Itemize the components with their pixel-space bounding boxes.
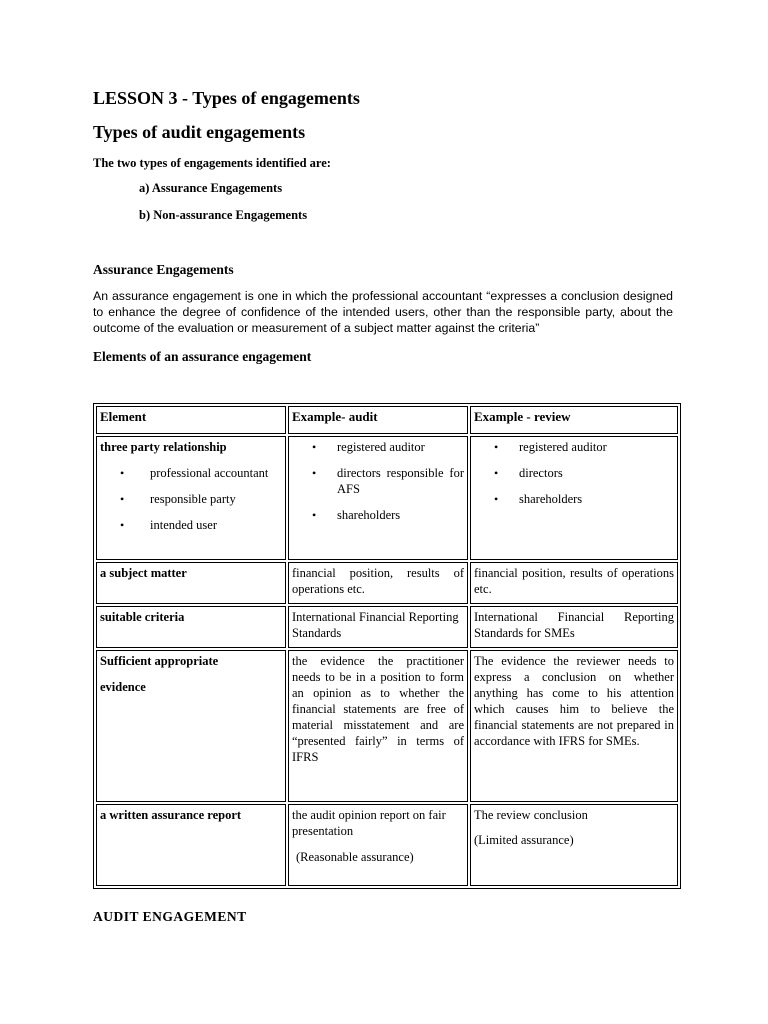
cell-note: (Limited assurance) xyxy=(474,833,574,847)
element-cell: a subject matter xyxy=(96,562,286,604)
element-cell xyxy=(96,650,286,802)
audit-cell: International Financial Reporting Standards xyxy=(288,606,468,648)
review-cell: financial position, results of operations etc. xyxy=(470,562,678,604)
list-item: • professional accountant xyxy=(150,465,282,481)
section-title: Types of audit engagements xyxy=(93,122,306,142)
review-bullet-list xyxy=(474,439,674,507)
table-row xyxy=(96,804,678,886)
list-item: a) Assurance Engagements xyxy=(139,181,283,195)
list-item: • shareholders xyxy=(519,491,674,507)
element-bullet-list xyxy=(100,465,282,533)
element-cell xyxy=(96,436,286,560)
list-item: • registered auditor xyxy=(337,439,464,455)
cell-note: (Reasonable assurance) xyxy=(296,850,414,864)
header-element: Element xyxy=(96,406,286,434)
audit-bullet-list xyxy=(292,439,464,523)
audit-cell: financial position, results of operations etc. xyxy=(288,562,468,604)
cell-text: the audit opinion report on fair presentation xyxy=(292,808,446,838)
review-cell: The evidence the reviewer needs to express a conclusion on whether anything has come to his attention which causes him to believe the financial statements are not prepared in accordance with IFRS for SMEs. xyxy=(470,650,678,802)
elements-table xyxy=(93,403,681,889)
lesson-title: LESSON 3 - Types of engagements xyxy=(93,88,360,108)
intro-text: The two types of engagements identified are: xyxy=(93,156,331,170)
audit-cell xyxy=(288,804,468,886)
audit-engagement-heading: AUDIT ENGAGEMENT xyxy=(93,909,247,924)
list-item: • intended user xyxy=(150,517,282,533)
list-item: • shareholders xyxy=(337,507,464,523)
cell-text: The review conclusion xyxy=(474,808,588,822)
list-item: • directors xyxy=(519,465,674,481)
header-example-review: Example - review xyxy=(470,406,678,434)
element-cell: a written assurance report xyxy=(96,804,286,886)
element-label: evidence xyxy=(100,680,146,694)
table-row xyxy=(96,436,678,560)
assurance-paragraph: An assurance engagement is one in which the professional accountant “expresses a conclusion designed to enhance the degree of confidence of the intended users, other than the responsible party, about the outcome of the evaluation or measurement of a subject matter against the criteria” xyxy=(93,289,673,335)
list-item: • registered auditor xyxy=(519,439,674,455)
audit-cell xyxy=(288,436,468,560)
table-row xyxy=(96,562,678,604)
element-cell: suitable criteria xyxy=(96,606,286,648)
table-row xyxy=(96,606,678,648)
assurance-heading: Assurance Engagements xyxy=(93,262,234,277)
header-example-audit: Example- audit xyxy=(288,406,468,434)
elements-heading: Elements of an assurance engagement xyxy=(93,349,312,364)
element-label: Sufficient appropriate xyxy=(100,654,219,668)
review-cell xyxy=(470,804,678,886)
list-item: • directors responsible for AFS xyxy=(337,465,464,497)
review-cell xyxy=(470,436,678,560)
table-row xyxy=(96,650,678,802)
element-label: three party relationship xyxy=(100,440,227,454)
review-cell: International Financial Reporting Standards for SMEs xyxy=(470,606,678,648)
list-item: • responsible party xyxy=(150,491,282,507)
audit-cell: the evidence the practitioner needs to be in a position to form an opinion as to whether the financial statements are free of material misstatement and are “presented fairly” in terms of IFRS xyxy=(288,650,468,802)
table-header-row xyxy=(96,406,678,434)
list-item: b) Non-assurance Engagements xyxy=(139,208,308,222)
